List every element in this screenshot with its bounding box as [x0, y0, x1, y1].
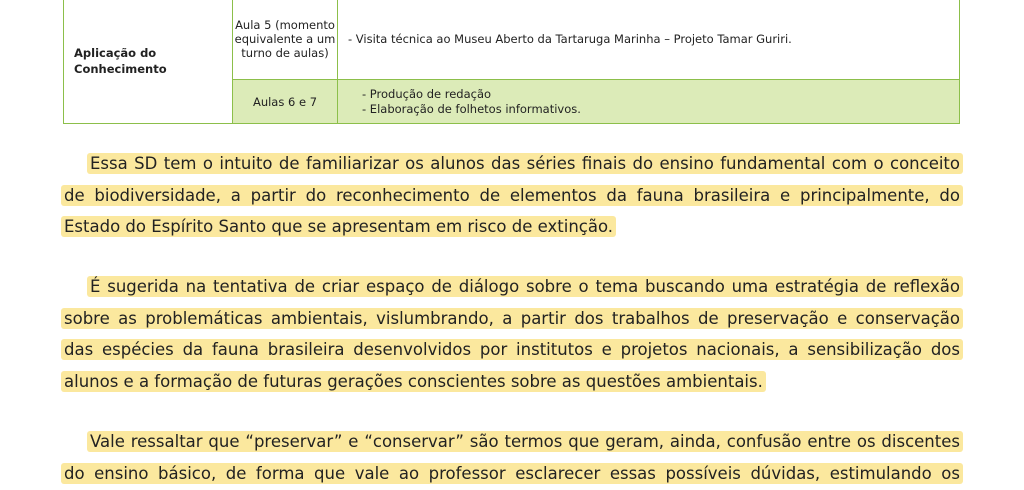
- lesson-cell: Aula 5 (momento equivalente a um turno de aulas): [233, 0, 338, 80]
- text-line: das espécies da fauna brasileira desenvolvidos por institutos e projetos nacionais, a sensibilização dos: [61, 334, 963, 366]
- text-line: Vale ressaltar que “preservar” e “conservar” são termos que geram, ainda, confusão entre os discentes: [61, 426, 963, 458]
- text-line: sobre as problemáticas ambientais, vislumbrando, a partir dos trabalhos de preservação e conservação: [61, 303, 963, 335]
- text-line: de biodiversidade, a partir do reconhecimento de elementos da fauna brasileira e principalmente, do: [61, 180, 963, 212]
- text-line: É sugerida na tentativa de criar espaço de diálogo sobre o tema buscando uma estratégia de reflexão: [61, 271, 963, 303]
- paragraph-3: [61, 426, 963, 489]
- activity-cell: - Visita técnica ao Museu Aberto da Tartaruga Marinha – Projeto Tamar Guriri.: [338, 0, 960, 80]
- paragraph-2: [61, 271, 963, 397]
- table-row: [64, 0, 960, 80]
- text-line: do ensino básico, de forma que vale ao professor esclarecer essas possíveis dúvidas, estimulando os: [61, 458, 963, 490]
- paragraph-1: [61, 148, 963, 243]
- text-line: Essa SD tem o intuito de familiarizar os alunos das séries finais do ensino fundamental com o conceito: [61, 148, 963, 180]
- phase-cell: Aplicação do Conhecimento: [64, 0, 233, 124]
- activity-cell: [338, 80, 960, 124]
- text-line: alunos e a formação de futuras gerações conscientes sobre as questões ambientais.: [61, 366, 963, 398]
- lesson-plan-table: [63, 0, 960, 124]
- lesson-cell: Aulas 6 e 7: [233, 80, 338, 124]
- activity-item: - Elaboração de folhetos informativos.: [362, 101, 581, 116]
- text-line: Estado do Espírito Santo que se apresentam em risco de extinção.: [61, 211, 963, 243]
- activity-item: - Produção de redação: [362, 86, 492, 101]
